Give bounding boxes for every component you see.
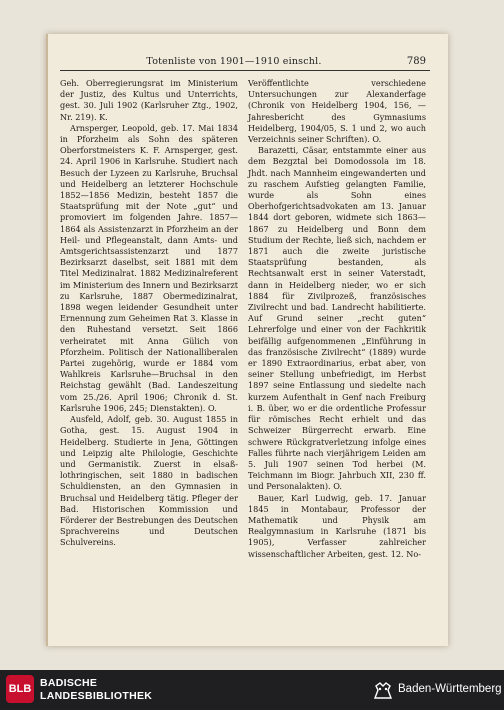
library-name[interactable] xyxy=(40,677,152,703)
header-rule xyxy=(60,70,430,71)
baden-wuerttemberg-lion-icon[interactable] xyxy=(372,680,394,700)
entry-barazetti: Barazetti, Cäsar, entstammte einer aus dem Bezgztal bei Domodossola im 18. Jhdt. nach Mannheim eingewanderten und zu raschem Aufstieg gelangten Familie, wurde als Sohn eines Oberhofgerichtsadvokaten am 13. Januar 1844 dort geboren, widmete sich 1863—1867 zu Heidelberg und Bonn dem Studium der Rechte, ließ sich, nachdem er 1871 auch die zweite juristische Staatsprüfung bestanden, als Rechtsanwalt erst in seiner Vaterstadt, dann in Heidelberg nieder, wo er sich 1884 für Zivilprozeß, französisches Zivilrecht und bad. Landrecht habilitierte. Auf Grund seiner „recht guten“ Lehrerfolge und einer von der Fachkritik beifällig aufgenommenen „Einführung in das französische Zivilrecht“ (1889) wurde er 1890 Extraordinarius, erbat aber, von seiner Stellung unbefriedigt, im Herbst 1897 seine Entlassung und siedelte nach kurzem Aufenthalt in Genf nach Freiburg i. B. über, wo er die ordentliche Professur für römisches Recht erhielt und das Schweizer Bürgerrecht erwarb. Eine schwere Rückgratverletzung infolge eines Falles führte nach vierjährigem Leiden am 5. Juli 1907 seinen Tod herbei (M. Teichmann im Biogr. Jahrbuch XII, 230 ff. und Personalakten). O. xyxy=(248,145,426,492)
footer-bar xyxy=(0,670,504,710)
page-number: 789 xyxy=(406,56,426,67)
entry-bauer: Bauer, Karl Ludwig, geb. 17. Januar 1845 in Montabaur, Professor der Mathematik und Physik am Realgymnasium in Karlsruhe (1871 bis 1905), Verfasser zahlreicher wissenschaftlicher Arbeiten, gest. 12. No- xyxy=(248,492,426,559)
entry-ausfeld-continued: Veröffentlichte verschiedene Untersuchungen zur Alexanderfage (Chronik von Heidelberg 1904, 156, — Jahresbericht des Gymnasiums Heidelberg, 1904/05, S. 1 und 2, wo auch Verzeichnis seiner Schriften). O. xyxy=(248,78,426,145)
entry-ausfeld: Ausfeld, Adolf, geb. 30. August 1855 in Gotha, gest. 15. August 1904 in Heidelberg. Studierte in Jena, Göttingen und Leipzig alte Philologie, Geschichte und Germanistik. Zuerst in elsaß-lothringischen, seit 1880 in badischen Schuldiensten, an den Gymnasien in Bruchsal und Heidelberg tätig. Pfleger der Bad. Historischen Kommission und Förderer der Bestrebungen des Deutschen Sprachvereins und Deutschen Schulvereins. xyxy=(60,414,238,548)
entry-arnsperger: Arnsperger, Leopold, geb. 17. Mai 1834 in Pforzheim als Sohn des späteren Oberforstmeisters K. F. Arnsperger, gest. 24. April 1906 in Karlsruhe. Studiert nach Besuch der Lyzeen zu Karlsruhe, Bruchsal und Heidelberg an letzterer Hochschule 1852—1856 Medizin, besteht 1857 die Staatsprüfung mit der Note „gut“ und promoviert im folgenden Jahre. 1857—1864 als Assistenzarzt in Pforzheim an der Heil- und Pflegeanstalt, dann Amts- und Amtsgerichtsassistenzarzt und 1877 Bezirksarzt daselbst, seit 1881 mit dem Titel Medizinalrat. 1882 Medizinalreferent im Ministerium des Innern und Bezirksarzt zu Karlsruhe, 1887 Obermedizinalrat, 1898 wegen leidender Gesundheit unter Ernennung zum Geheimen Rat 3. Klasse in den Ruhestand versetzt. Seit 1866 verheiratet mit Anna Gülich von Pforzheim. Politisch der Nationalliberalen Partei zugehörig, wurde er 1884 vom Wahlkreis Karlsruhe—Bruchsal in den Reichstag gewählt (Bad. Landeszeitung vom 25./26. April 1906; Chronik d. St. Karlsruhe 1906, 245; Dienstakten). O. xyxy=(60,122,238,413)
library-name-line2: LANDESBIBLIOTHEK xyxy=(40,690,153,702)
running-title: Totenliste von 1901—1910 einschl. xyxy=(146,56,322,67)
left-column xyxy=(60,78,238,549)
scanned-page xyxy=(46,34,448,646)
state-name[interactable]: Baden-Württemberg xyxy=(398,683,502,695)
library-name-line1: BADISCHE xyxy=(40,677,98,689)
entry-continuation: Geh. Oberregierungsrat im Ministerium der Justiz, des Kultus und Unterrichts, gest. 30. Juli 1902 (Karlsruher Ztg., 1902, Nr. 219). K. xyxy=(60,78,238,122)
right-column xyxy=(248,78,426,560)
blb-logo-icon[interactable]: BLB xyxy=(6,675,34,703)
